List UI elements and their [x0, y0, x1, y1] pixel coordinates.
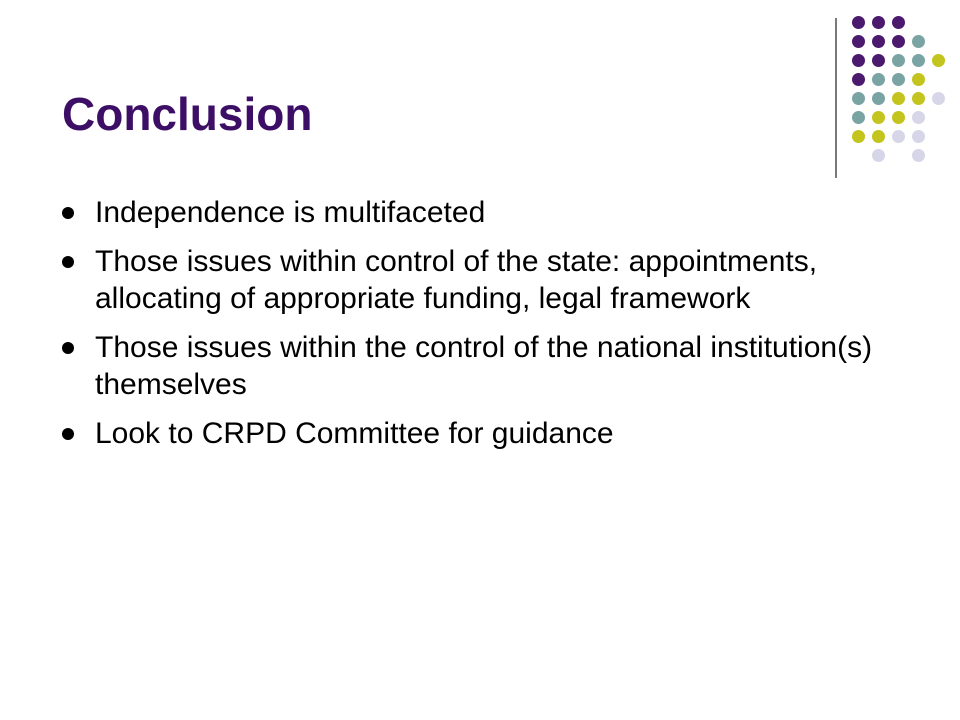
- decor-dot: [872, 54, 885, 67]
- bullet-list: [62, 194, 902, 464]
- decor-dot: [852, 111, 865, 124]
- decor-dot: [872, 16, 885, 29]
- decor-dot: [852, 73, 865, 86]
- decor-dot: [892, 54, 905, 67]
- bullet-dot-icon: [62, 342, 74, 354]
- bullet-text: Look to CRPD Committee for guidance: [95, 417, 614, 450]
- decor-dot: [932, 92, 945, 105]
- decor-dot: [872, 111, 885, 124]
- decor-dot: [892, 130, 905, 143]
- decor-dot: [912, 35, 925, 48]
- decor-dot: [852, 92, 865, 105]
- bullet-dot-icon: [62, 428, 74, 440]
- bullet-item: [62, 415, 902, 452]
- decor-dot: [912, 73, 925, 86]
- decor-dot: [852, 35, 865, 48]
- decor-dot: [872, 130, 885, 143]
- bullet-text: Those issues within control of the state: appointments, allocating of appropriate funding, legal framework: [95, 245, 818, 315]
- decor-dot: [852, 130, 865, 143]
- bullet-dot-icon: [62, 256, 74, 268]
- decor-dot: [872, 73, 885, 86]
- decor-dot: [892, 73, 905, 86]
- bullet-text: Independence is multifaceted: [95, 196, 486, 229]
- slide-title: Conclusion: [62, 88, 313, 140]
- decor-dot: [852, 54, 865, 67]
- decor-dot: [912, 54, 925, 67]
- decor-dot: [912, 111, 925, 124]
- decor-dot: [892, 35, 905, 48]
- bullet-item: [62, 243, 902, 317]
- decor-dot: [912, 92, 925, 105]
- decor-dot: [932, 54, 945, 67]
- decor-dot: [892, 92, 905, 105]
- vertical-divider-line: [835, 18, 837, 178]
- decor-dot: [912, 149, 925, 162]
- decor-dot: [872, 149, 885, 162]
- decor-dot: [852, 16, 865, 29]
- decor-dot: [912, 130, 925, 143]
- bullet-dot-icon: [62, 207, 74, 219]
- decor-dot: [892, 16, 905, 29]
- bullet-item: [62, 329, 902, 403]
- decor-dot: [872, 92, 885, 105]
- decorative-dot-grid: [850, 14, 950, 154]
- bullet-text: Those issues within the control of the national institution(s) themselves: [95, 331, 873, 401]
- decor-dot: [892, 111, 905, 124]
- bullet-item: [62, 194, 902, 231]
- decor-dot: [872, 35, 885, 48]
